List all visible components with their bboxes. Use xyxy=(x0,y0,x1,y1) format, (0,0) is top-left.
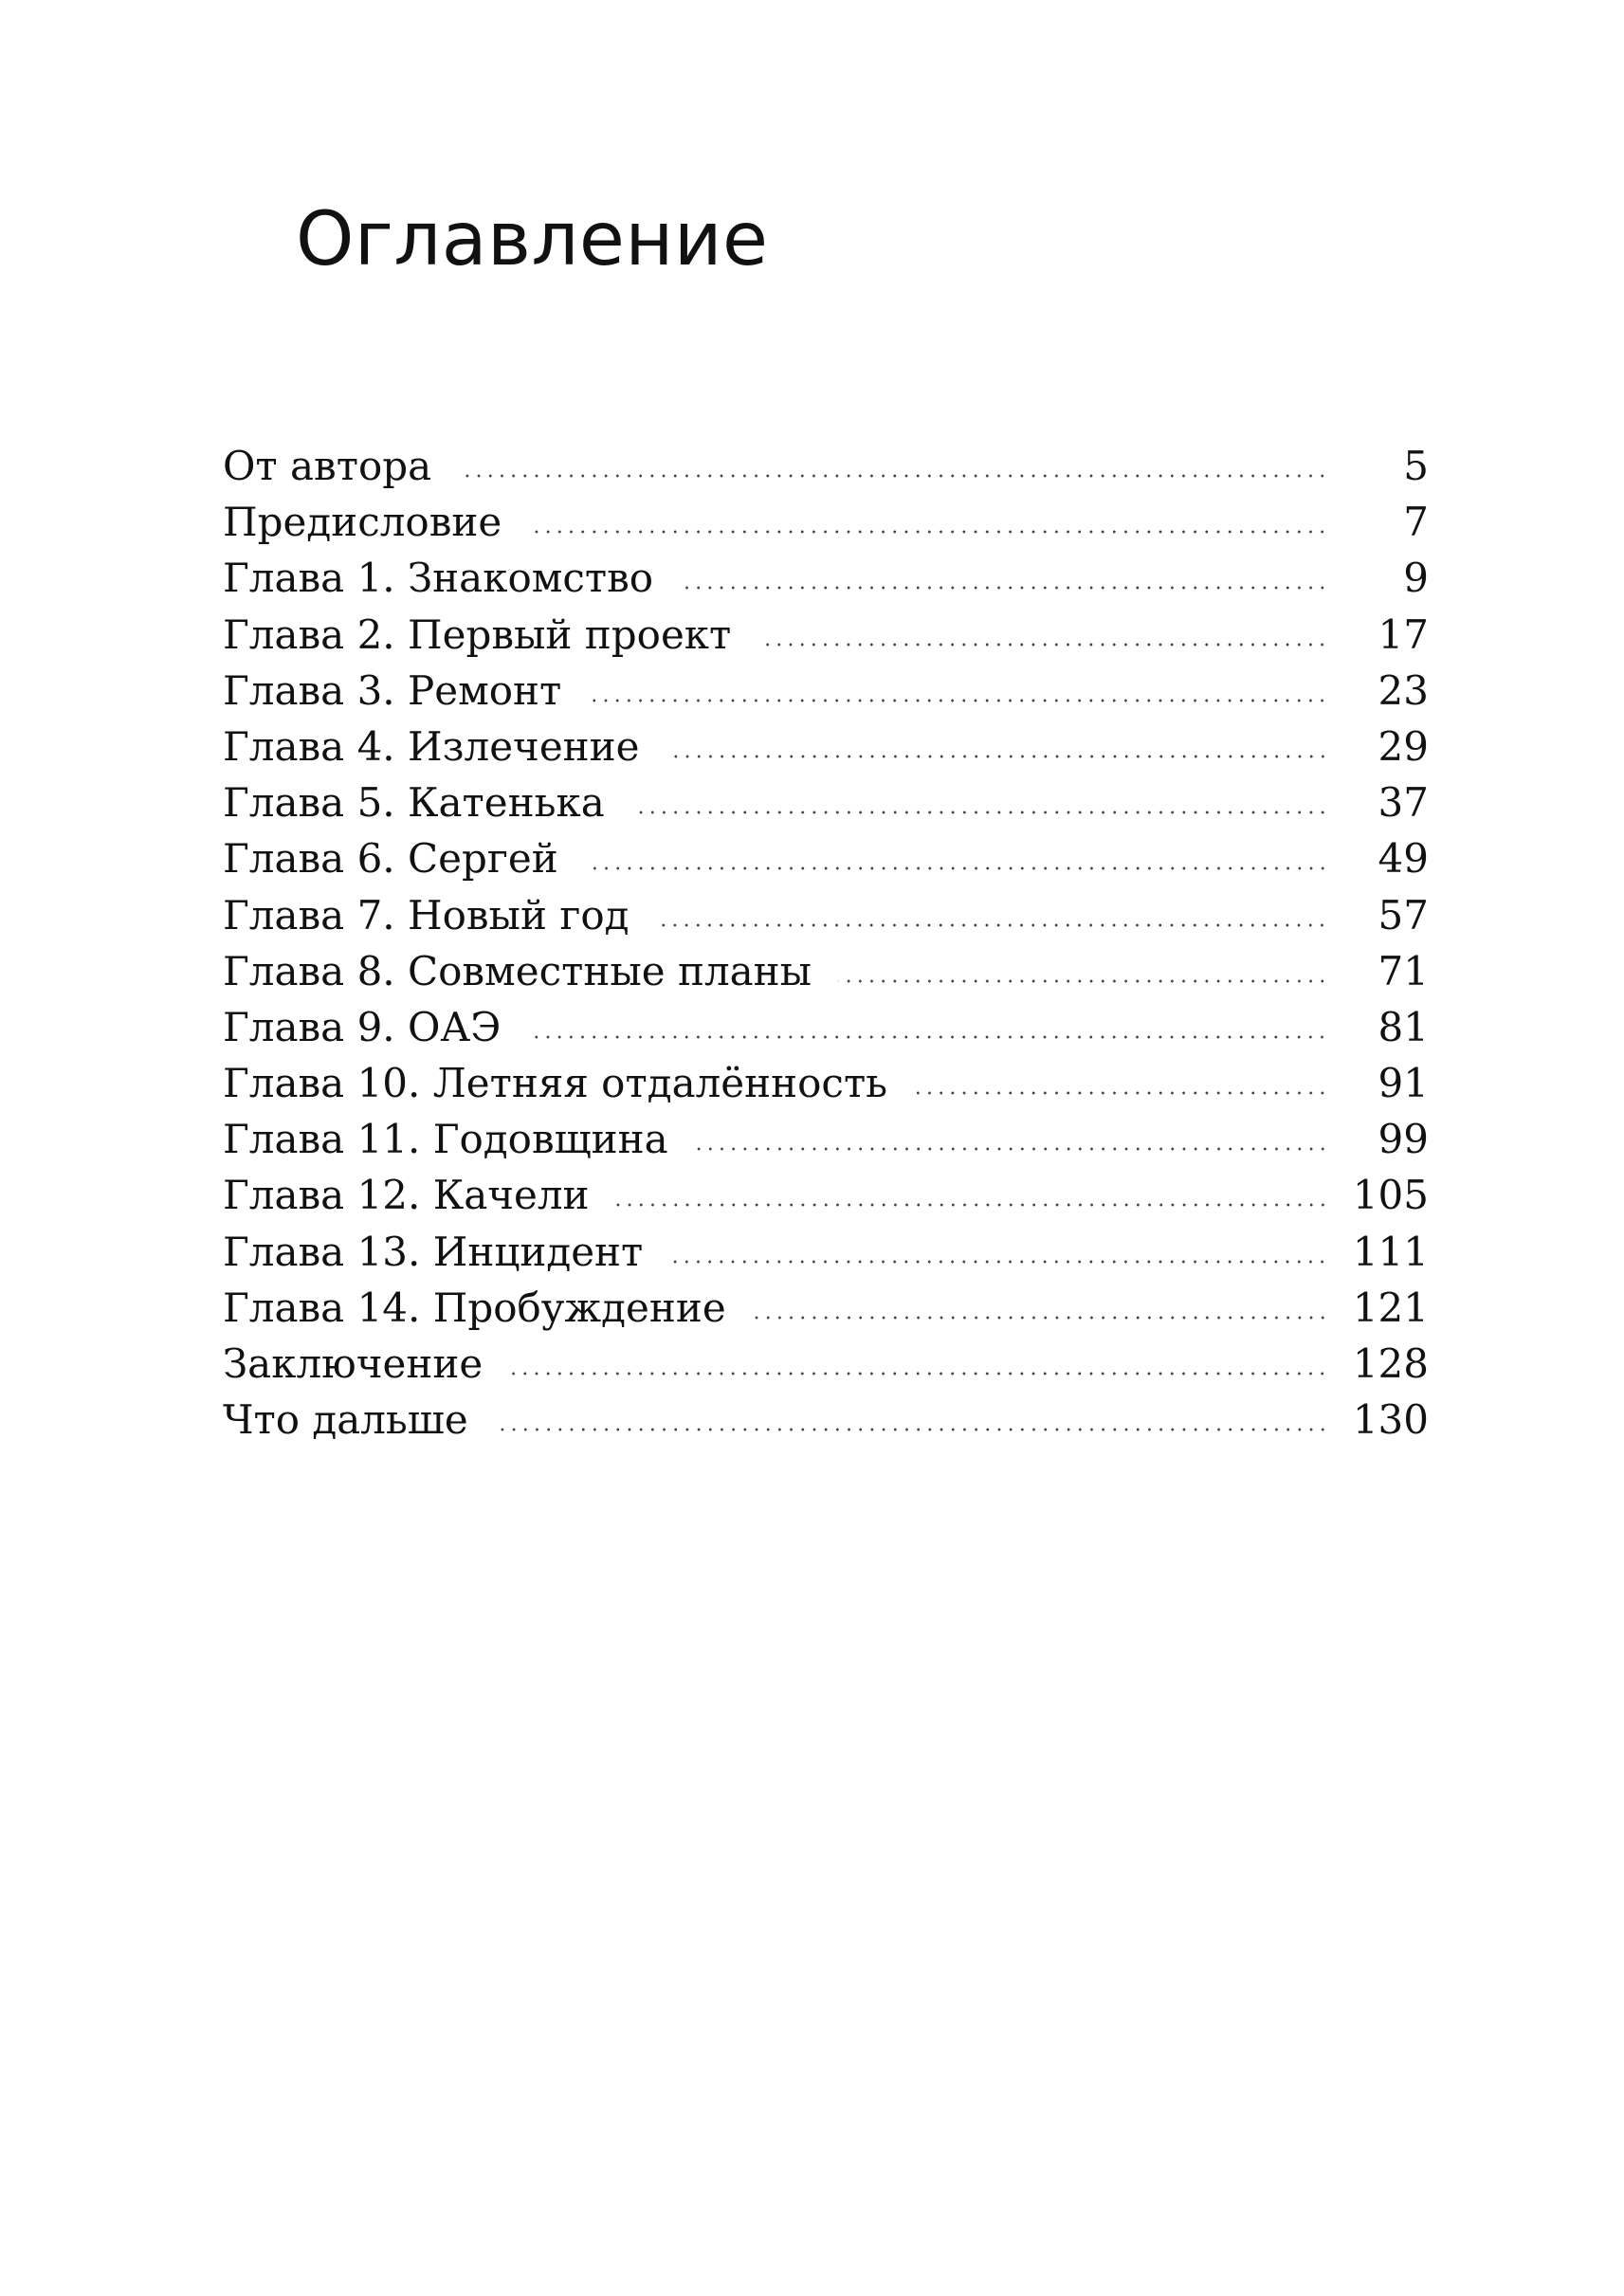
toc-entry-label: Глава 1. Знакомство xyxy=(223,555,654,602)
toc-entry-page: 29 xyxy=(1378,722,1429,770)
toc-entry-label: Глава 8. Совместные планы xyxy=(223,947,812,994)
toc-entry[interactable] xyxy=(223,1224,1429,1280)
toc-entry-page: 5 xyxy=(1403,443,1429,489)
toc-entry-page: 23 xyxy=(1378,666,1429,714)
toc-entry-page: 128 xyxy=(1352,1340,1429,1387)
toc-entry[interactable] xyxy=(223,1055,1429,1111)
dot-leader xyxy=(631,811,1328,814)
dot-leader xyxy=(757,643,1328,647)
toc-entry[interactable] xyxy=(223,494,1429,550)
toc-entry-label: Глава 9. ОАЭ xyxy=(223,1003,502,1050)
toc-entry[interactable] xyxy=(223,550,1429,606)
toc-entry-page: 9 xyxy=(1403,555,1429,602)
dot-leader xyxy=(680,586,1328,590)
toc-entry-label: Глава 11. Годовщина xyxy=(223,1116,668,1163)
toc-entry[interactable] xyxy=(223,1167,1429,1223)
toc-entry-page: 49 xyxy=(1378,835,1429,883)
dot-leader xyxy=(616,1203,1328,1207)
toc-entry-label: Что дальше xyxy=(223,1396,468,1444)
toc-entry[interactable] xyxy=(223,1336,1429,1392)
toc-entry-label: Глава 7. Новый год xyxy=(223,891,630,938)
dot-leader xyxy=(509,1372,1328,1376)
toc-entry-page: 121 xyxy=(1352,1284,1429,1331)
toc-entry[interactable] xyxy=(223,1392,1429,1448)
toc-entry[interactable] xyxy=(223,999,1429,1055)
dot-leader xyxy=(527,1035,1328,1039)
toc-entry-page: 17 xyxy=(1378,610,1429,658)
toc-entry[interactable] xyxy=(223,719,1429,774)
toc-entry[interactable] xyxy=(223,607,1429,663)
toc-entry-label: Глава 10. Летняя отдалённость xyxy=(223,1060,888,1107)
toc-entry-label: Глава 12. Качели xyxy=(223,1172,590,1219)
toc-entry-label: Глава 2. Первый проект xyxy=(223,610,732,658)
dot-leader xyxy=(695,1147,1328,1151)
toc-entry-page: 57 xyxy=(1378,891,1429,938)
toc-entry[interactable] xyxy=(223,887,1429,943)
dot-leader xyxy=(655,923,1328,927)
dot-leader xyxy=(666,755,1328,758)
dot-leader xyxy=(588,699,1328,702)
toc-entry-page: 99 xyxy=(1378,1116,1429,1163)
toc-entry-page: 111 xyxy=(1352,1228,1429,1275)
toc-entry[interactable] xyxy=(223,1111,1429,1167)
toc-entry-page: 37 xyxy=(1378,779,1429,827)
toc-entry-page: 91 xyxy=(1378,1060,1429,1107)
dot-leader xyxy=(458,474,1328,478)
dot-leader xyxy=(528,530,1328,534)
toc-entry[interactable] xyxy=(223,438,1429,494)
dot-leader xyxy=(914,1091,1328,1095)
toc-entry-label: Глава 5. Катенька xyxy=(223,779,605,827)
page-title: Оглавление xyxy=(296,197,769,282)
toc-entry-label: Заключение xyxy=(223,1340,484,1387)
toc-entry-page: 71 xyxy=(1378,947,1429,994)
toc-entry-page: 7 xyxy=(1403,499,1429,546)
toc-entry[interactable] xyxy=(223,774,1429,830)
toc-entry-page: 105 xyxy=(1352,1172,1429,1219)
toc-entry-label: Глава 3. Ремонт xyxy=(223,666,562,714)
table-of-contents xyxy=(223,438,1429,1448)
toc-entry-label: Глава 6. Сергей xyxy=(223,835,558,883)
dot-leader xyxy=(495,1428,1328,1431)
toc-entry[interactable] xyxy=(223,943,1429,999)
toc-entry-label: Глава 13. Инцидент xyxy=(223,1228,644,1275)
toc-entry-label: Глава 14. Пробуждение xyxy=(223,1284,726,1331)
toc-entry-page: 130 xyxy=(1352,1396,1429,1444)
dot-leader xyxy=(669,1260,1328,1264)
toc-entry-label: От автора xyxy=(223,443,432,489)
dot-leader xyxy=(753,1316,1328,1320)
toc-entry[interactable] xyxy=(223,663,1429,719)
toc-entry-page: 81 xyxy=(1378,1003,1429,1050)
dot-leader xyxy=(585,866,1328,870)
toc-entry[interactable] xyxy=(223,1280,1429,1336)
toc-entry[interactable] xyxy=(223,830,1429,886)
dot-leader xyxy=(838,979,1328,983)
toc-entry-label: Предисловие xyxy=(223,499,502,546)
toc-entry-label: Глава 4. Излечение xyxy=(223,722,640,770)
